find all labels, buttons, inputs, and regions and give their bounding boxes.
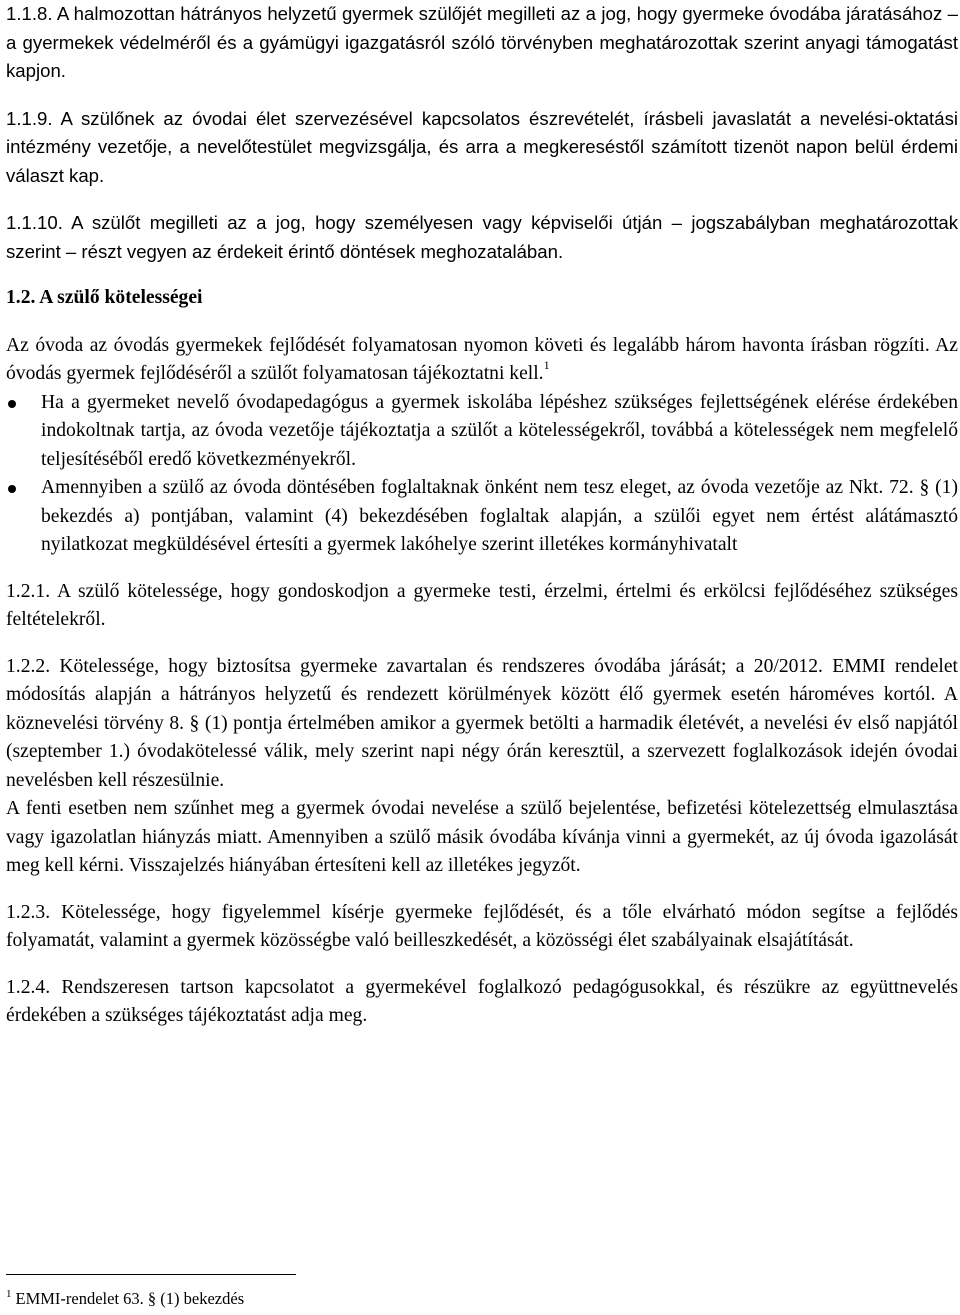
paragraph-1-1-10 [6,209,958,266]
footnote-reference: 1 [543,358,550,373]
footnote-divider [6,1274,296,1275]
paragraph-1-2-3: 1.2.3. Kötelessége, hogy figyelemmel kísérje gyermeke fejlődését, és a tőle elvárható módon segítse a fejlődés folyamatát, valamint a gyermek közösségbe való beilleszkedését, a közösségi élet szabályainak elsajátítását. [6,901,958,951]
paragraph-1-2-4: 1.2.4. Rendszeresen tartson kapcsolatot a gyermekével foglalkozó pedagógusokkal, és részükre az együttnevelés érdekében a szükséges tájékoztatást adja meg. [6,976,958,1026]
footnote [6,1289,244,1309]
bullet-icon [8,400,16,408]
bullet-icon [8,485,16,493]
paragraph-1-2-2: 1.2.2. Kötelessége, hogy biztosítsa gyermeke zavartalan és rendszeres óvodába járását; a 20/2012. EMMI rendelet módosítás alapján a hátrányos helyzetű és rendezett körülmények között élő gyermek esetén hároméves kortól. A köznevelési törvény 8. § (1) pontja értelmében amikor a gyermek betölti a harmadik életévét, a nevelési év első napjától (szeptember 1.) óvodakötelessé válik, mely szerint napi négy órán keresztül, a szervezett foglalkozások idején óvodai nevelésben kell részesülnie. [6,655,958,791]
section-heading: 1.2. A szülő kötelességei [6,287,203,308]
paragraph-intro [6,332,958,389]
section-number: 1.1.10. [6,212,63,233]
section-number: 1.1.8. [6,3,53,24]
section-text: A halmozottan hátrányos helyzetű gyermek szülőjét megilleti az a jog, hogy gyermeke óvodába járatásához – a gyermekek védelméről és a gyámügyi igazgatásról szóló törvényben meghatározottak szerint anyagi támogatást kapjon. [6,3,958,81]
section-text: A szülőnek az óvodai élet szervezésével kapcsolatos észrevételét, írásbeli javaslatát a nevelési-oktatási intézmény vezetője, a nevelőtestület megvizsgálja, és arra a megkereséstől számított tizenöt napon belül érdemi választ kap. [6,107,958,186]
list-item [6,474,958,560]
intro-text: Az óvoda az óvodás gyermekek fejlődését folyamatosan nyomon követi és legalább három havonta írásban rögzíti. Az óvodás gyermek fejlődéséről a szülőt folyamatosan tájékoztatni kell. [6,334,958,384]
document-body [6,0,958,1031]
section-text: A szülőt megilleti az a jog, hogy személyesen vagy képviselői útján – jogszabályban meghatározottak szerint – részt vegyen az érdekeit érintő döntések meghozatalában. [6,212,958,262]
paragraph-1-1-8 [6,0,958,86]
list-item-text: Ha a gyermeket nevelő óvodapedagógus a gyermek iskolába lépéshez szükséges fejlettségének elérése érdekében indokoltnak tartja, az óvoda vezetője tájékoztatja a szülőt a kötelességekről, továbbá a kötelességek nem megfelelő teljesítéséből eredő következményekről. [41,391,958,470]
paragraph-1-1-9 [6,105,958,191]
list-item [6,389,958,475]
footnote-number: 1 [6,1287,12,1300]
list-item-text: Amennyiben a szülő az óvoda döntésében foglaltaknak önként nem tesz eleget, az óvoda vezetője az Nkt. 72. § (1) bekezdés a) pontjában, valamint (4) bekezdésében foglaltak alapján, a szülői egyet nem értést alátámasztó nyilatkozat megküldésével értesíti a gyermek lakóhelye szerint illetékes kormányhivatalt [41,477,958,555]
paragraph-1-2-1: 1.2.1. A szülő kötelessége, hogy gondoskodjon a gyermeke testi, érzelmi, értelmi és erkölcsi fejlődéséhez szükséges feltételekről. [6,580,958,630]
bullet-list [6,389,958,560]
paragraph-1-2-2-continued: A fenti esetben nem szűnhet meg a gyermek óvodai nevelése a szülő bejelentése, befizetési kötelezettség elmulasztása vagy igazolatlan hiányzás miatt. Amennyiben a szülő másik óvodába kívánja vinni a gyermekét, az új óvoda igazolását meg kell kérni. Visszajelzés hiányában értesíteni kell az illetékes jegyzőt. [6,798,958,876]
footnote-text: EMMI-rendelet 63. § (1) bekezdés [15,1289,245,1308]
section-number: 1.1.9. [6,107,53,129]
